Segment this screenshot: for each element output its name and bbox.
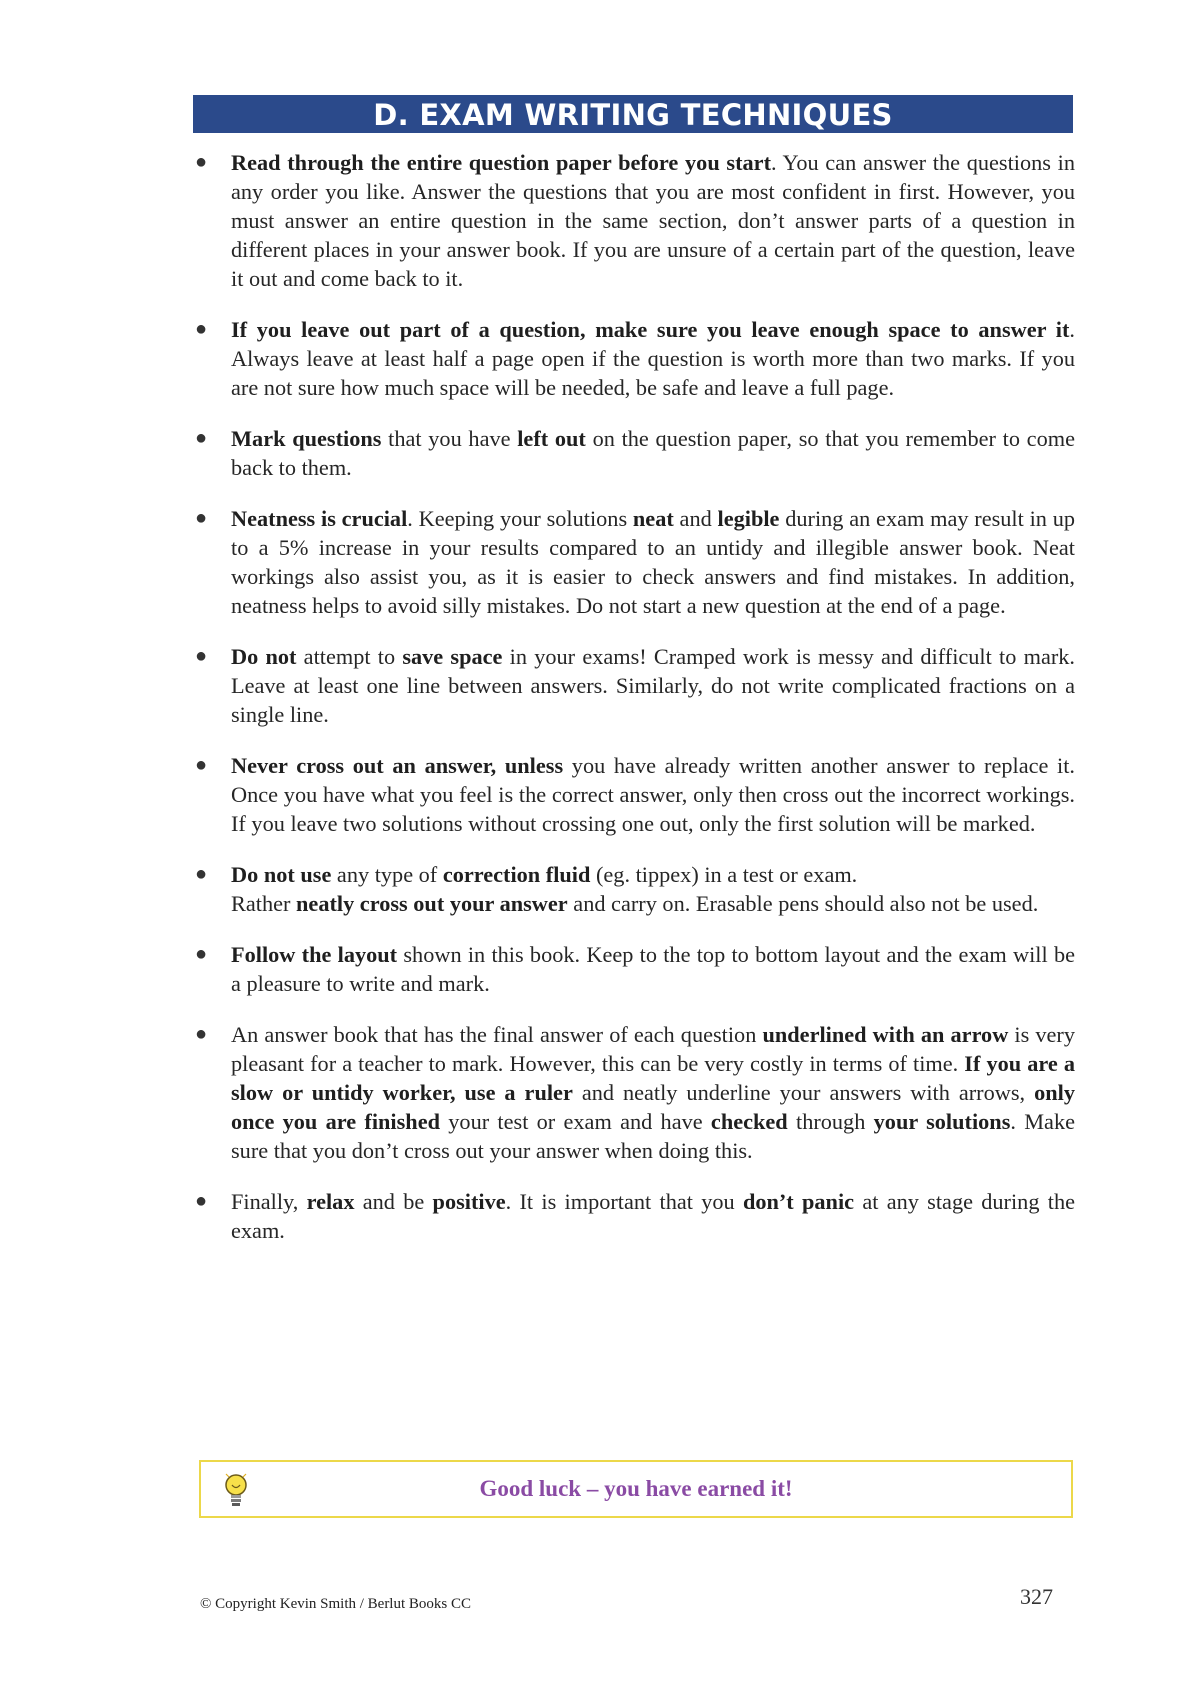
bullet-icon: ● (195, 151, 208, 173)
bullet-icon: ● (195, 1023, 208, 1045)
text: and neatly underline your answers with arrows, (572, 1080, 1035, 1105)
text: on the question paper, so that you remember to come back to them. (231, 426, 1075, 480)
section-title: D. EXAM WRITING TECHNIQUES (193, 95, 1073, 133)
text: any type of (331, 862, 443, 887)
list-item (193, 1020, 1075, 1165)
list-item (193, 860, 1075, 918)
text: through (787, 1109, 874, 1134)
bold-text: Follow the layout (231, 942, 398, 967)
bullet-icon: ● (195, 754, 208, 776)
list-item (193, 504, 1075, 620)
bold-text: Do not (231, 644, 297, 669)
text: An answer book that has the final answer of each question (231, 1022, 763, 1047)
text: . It is important that you (505, 1189, 743, 1214)
bold-text: If you are a slow or untidy worker, use a ruler (231, 1051, 1075, 1105)
bold-text: your solutions (873, 1109, 1011, 1134)
bold-text: correction fluid (442, 862, 591, 887)
text: Finally, (231, 1189, 307, 1214)
text: . Make sure that you don’t cross out your answer when doing this. (231, 1109, 1075, 1163)
bullet-icon: ● (195, 427, 208, 449)
bullet-icon: ● (195, 1190, 208, 1212)
bold-text: left out (517, 426, 586, 451)
bold-text: Never cross out an answer, unless (231, 753, 564, 778)
text: in your exams! Cramped work is messy and difficult to mark. Leave at least one line between answers. Similarly, do not write complicated fractions on a single line. (231, 644, 1075, 727)
bullet-icon: ● (195, 943, 208, 965)
text: . You can answer the questions in any order you like. Answer the questions that you are most confident in first. However, you must answer an entire question in the same section, don’t answer parts of a question in different places in your answer book. If you are unsure of a certain part of the question, leave it out and come back to it. (231, 150, 1076, 291)
page-number: 327 (1020, 1584, 1053, 1609)
text: and carry on. Erasable pens should also not be used. (567, 891, 1039, 916)
bold-text: checked (710, 1109, 788, 1134)
list-item (193, 1187, 1075, 1245)
text: during an exam may result in up to a 5% increase in your results compared to an untidy and illegible answer book. Neat workings also assist you, as it is easier to check answers and find mistakes. In addition, neatness helps to avoid silly mistakes. Do not start a new question at the end of a page. (231, 506, 1076, 618)
list-item (193, 315, 1075, 402)
list-item (193, 148, 1075, 293)
text: that you have (381, 426, 518, 451)
bold-text: Mark questions (231, 426, 382, 451)
text: shown in this book. Keep to the top to bottom layout and the exam will be a pleasure to write and mark. (231, 942, 1075, 996)
bullet-icon: ● (195, 645, 208, 667)
bold-text: If you leave out part of a question, make sure you leave enough space to answer it (231, 317, 1070, 342)
list-item (193, 751, 1075, 838)
copyright-notice: © Copyright Kevin Smith / Berlut Books CC (200, 1596, 471, 1612)
list-item (193, 424, 1075, 482)
good-luck-message: Good luck – you have earned it! (479, 1476, 793, 1501)
text: (eg. tippex) in a test or exam. (590, 862, 858, 887)
text: . Keeping your solutions (407, 506, 633, 531)
tips-list (193, 148, 1075, 1245)
bold-text: relax (306, 1189, 355, 1214)
bold-text: don’t panic (742, 1189, 855, 1214)
text: and (673, 506, 718, 531)
list-item (193, 940, 1075, 998)
good-luck-box (199, 1460, 1073, 1518)
text: . Always leave at least half a page open if the question is worth more than two marks. If you are not sure how much space will be needed, be safe and leave a full page. (231, 317, 1075, 400)
bold-text: positive (432, 1189, 506, 1214)
text: your test or exam and have (440, 1109, 711, 1134)
text: Rather (231, 891, 297, 916)
text: at any stage during the exam. (231, 1189, 1075, 1243)
bold-text: only once you are finished (231, 1080, 1075, 1134)
text: is very pleasant for a teacher to mark. However, this can be very costly in terms of time. (231, 1022, 1076, 1076)
list-item (193, 642, 1075, 729)
bold-text: neat (632, 506, 674, 531)
bullet-icon: ● (195, 863, 208, 885)
text: attempt to (296, 644, 403, 669)
text: and be (354, 1189, 433, 1214)
bullet-icon: ● (195, 318, 208, 340)
bullet-icon: ● (195, 507, 208, 529)
bold-text: neatly cross out your answer (296, 891, 568, 916)
text: you have already written another answer to replace it. Once you have what you feel is the correct answer, only then cross out the incorrect workings. If you leave two solutions without crossing one out, only the first solution will be marked. (231, 753, 1076, 836)
bold-text: Read through the entire question paper before you start (231, 150, 771, 175)
bold-text: save space (402, 644, 503, 669)
bold-text: underlined with an arrow (762, 1022, 1009, 1047)
bold-text: Do not use (231, 862, 332, 887)
bold-text: legible (717, 506, 780, 531)
bold-text: Neatness is crucial (231, 506, 408, 531)
